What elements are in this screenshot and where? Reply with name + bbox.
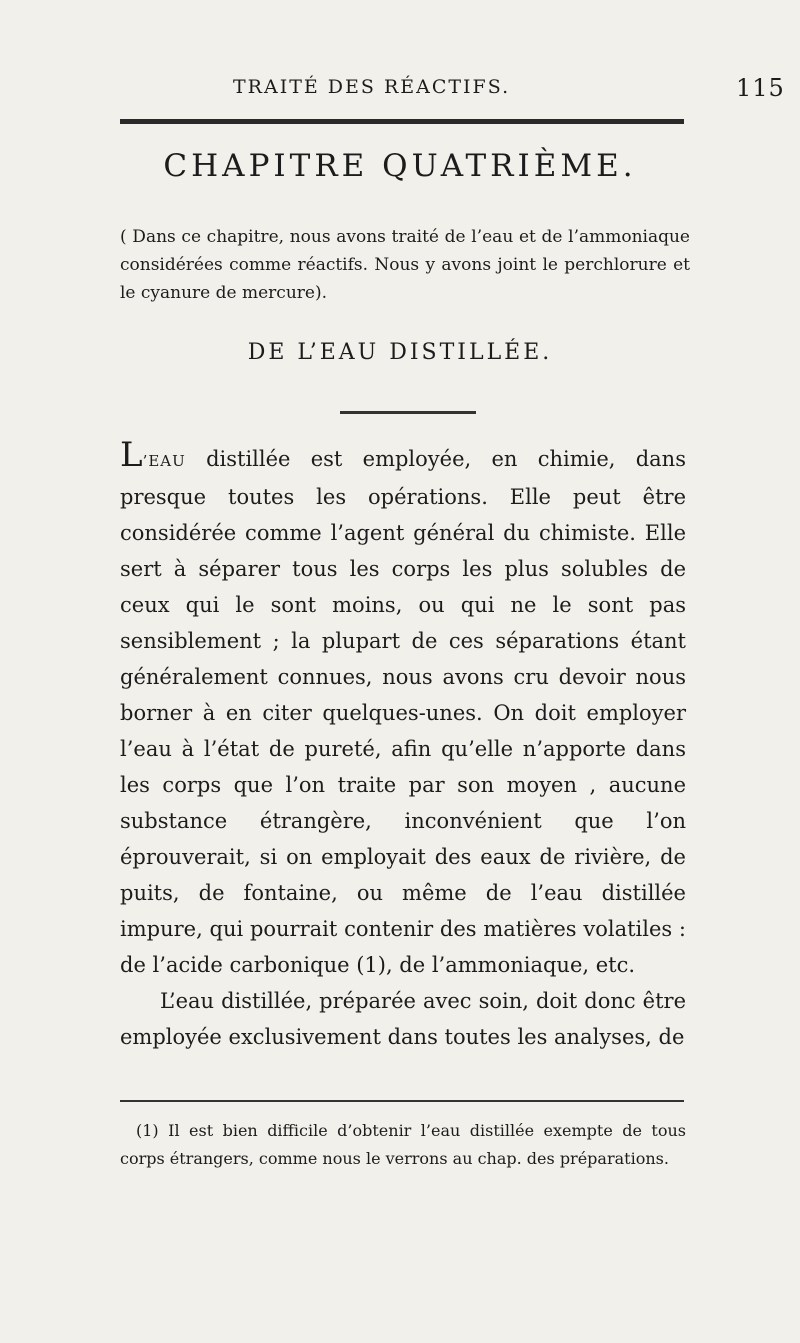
- footnote: (1) Il est bien difficile d’obtenir l’eau distillée exempte de tous corps étrangers, comme nous le verrons au chap. des préparations.: [120, 1121, 686, 1168]
- paragraph-2: L’eau distillée, préparée avec soin, doit donc être employée exclusivement dans toutes les analyses, de: [120, 989, 686, 1049]
- running-title: TRAITÉ DES RÉACTIFS.: [233, 76, 511, 98]
- body-text: [120, 435, 686, 1055]
- running-head: [0, 74, 800, 104]
- drop-cap: L: [120, 435, 143, 475]
- page-number: 115: [736, 74, 785, 102]
- chapter-summary: ( Dans ce chapitre, nous avons traité de l’eau et de l’ammoniaque considérées comme réactifs. Nous y avons joint le perchlorure et le cyanure de mercure).: [120, 227, 690, 303]
- section-rule: [340, 411, 476, 414]
- footnote-rule: [120, 1100, 684, 1102]
- chapter-title: CHAPITRE QUATRIÈME.: [163, 148, 637, 184]
- paragraph-1: [120, 435, 686, 983]
- paragraph-1-text: distillée est employée, en chimie, dans presque toutes les opérations. Elle peut être considérée comme l’agent général du chimiste. Elle sert à séparer tous les corps les plus solubles de ceux qui le sont moins, ou qui ne le sont pas sensiblement ; la plupart de ces séparations étant généralement connues, nous avons cru devoir nous borner à en citer quelques-unes. On doit employer l’eau à l’état de pureté, afin qu’elle n’apporte dans les corps que l’on traite par son moyen , aucune substance étrangère, inconvénient que l’on éprouverait, si on employait des eaux de rivière, de puits, de fontaine, ou même de l’eau distillée impure, qui pourrait contenir des matières volatiles : de l’acide carbonique (1), de l’ammoniaque, etc.: [120, 447, 686, 977]
- header-rule: [120, 119, 684, 124]
- section-title: DE L’EAU DISTILLÉE.: [247, 340, 553, 365]
- first-word-rest: ’EAU: [142, 452, 186, 470]
